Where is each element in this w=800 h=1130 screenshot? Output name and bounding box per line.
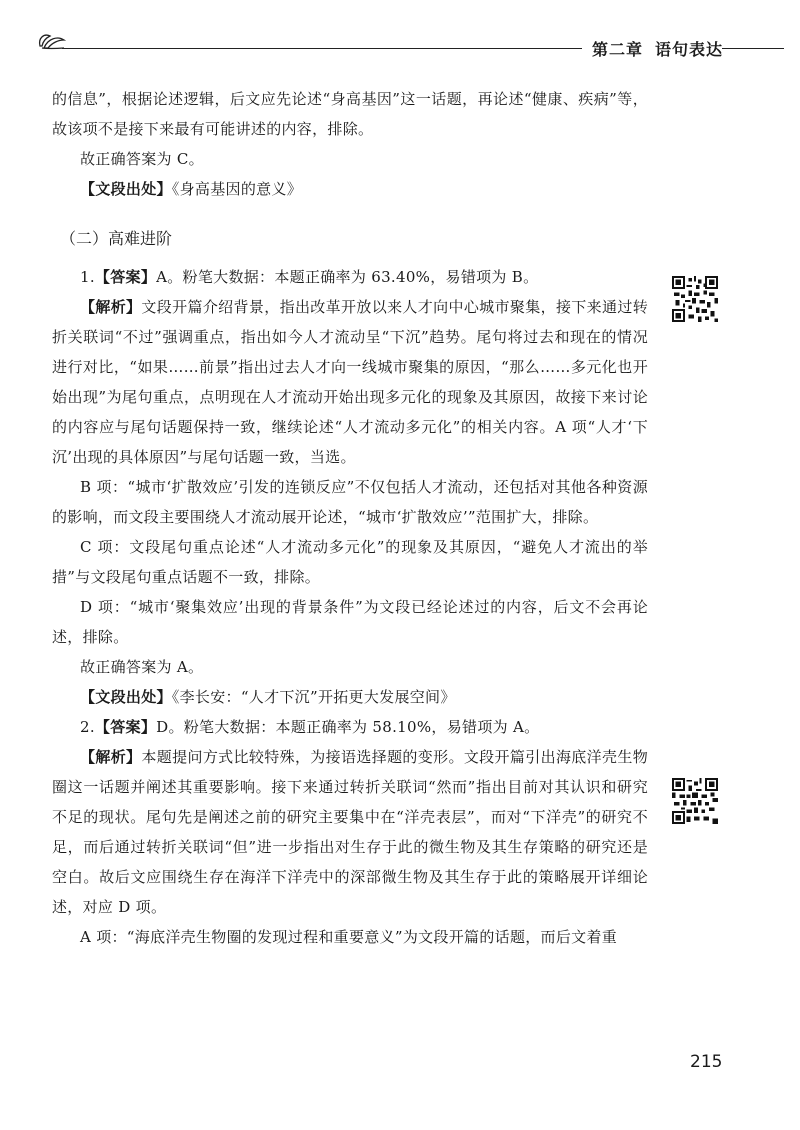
source-label: 【文段出处】 [80,180,172,198]
header-rule-left [62,48,582,49]
chapter-number: 第二章 [592,40,644,59]
q1-final-answer: 故正确答案为 A。 [80,658,204,676]
q1-analysis-label: 【解析】 [80,298,142,316]
q1-source-text: 《李长安：“人才下沉”开拓更大发展空间》 [171,688,456,706]
q2-option-a: A 项：“海底洋壳生物圈的发现过程和重要意义”为文段开篇的话题，而后文着重 [80,928,618,946]
q1-source [52,682,648,712]
q2-answer-text: D。粉笔大数据：本题正确率为 58.10%，易错项为 A。 [156,718,540,736]
q2-analysis-text: 本题提问方式比较特殊，为接语选择题的变形。文段开篇引出海底洋壳生物圈这一话题并阐述其重要影响。接下来通过转折关联词“然而”指出目前对其认识和研究不足的现状。尾句先是阐述之前的研究主要集中在“洋壳表层”，而对“下洋壳”的研究不足，而后通过转折关联词“但”进一步指出对生存于此的微生物及其生存策略的研究还是空白。故后文应围绕生存在海洋下洋壳中的深部微生物及其生存于此的策略展开详细论述，对应 D 项。 [52,748,649,916]
q1-analysis [52,292,648,472]
page-number: 215 [690,1052,723,1072]
source-line-prev [52,174,648,204]
answer-line-prev: 故正确答案为 C。 [80,150,204,168]
q1-answer [52,262,648,292]
q1-analysis-text: 文段开篇介绍背景，指出改革开放以来人才向中心城市聚集，接下来通过转折关联词“不过”强调重点，指出如今人才流动呈“下沉”趋势。尾句将过去和现在的情况进行对比，“如果……前景”指出过去人才向一线城市聚集的原因，“那么……多元化也开始出现”为尾句重点，点明现在人才流动开始出现多元化的现象及其原因，故接下来讨论的内容应与尾句话题保持一致，继续论述“人才流动多元化”的相关内容。A 项“人才‘下沉’出现的具体原因”与尾句话题一致，当选。 [52,298,649,466]
section-title: （二）高难进阶 [60,229,173,248]
header-rule-right [722,48,784,49]
qr-code-icon[interactable] [672,778,718,824]
source-text: 《身高基因的意义》 [171,180,303,198]
q2-number: 2. [80,718,95,736]
chapter-heading [592,37,723,60]
page-header [0,0,800,70]
q2-analysis-label: 【解析】 [80,748,142,766]
q1-source-label: 【文段出处】 [80,688,172,706]
q1-option-d: D 项：“城市‘聚集效应’出现的背景条件”为文段已经论述过的内容，后文不会再论述，排除。 [52,598,648,646]
q1-number: 1. [80,268,95,286]
q2-analysis [52,742,648,922]
q1-answer-label: 【答案】 [94,268,157,286]
chapter-title: 语句表达 [655,40,724,59]
q2-answer [52,712,648,742]
q1-option-c: C 项：文段尾句重点论述“人才流动多元化”的现象及其原因，“避免人才流出的举措”与文段尾句重点话题不一致，排除。 [52,538,648,586]
qr-code-icon[interactable] [672,276,718,322]
q2-answer-label: 【答案】 [94,718,157,736]
paragraph-continued: 的信息”，根据论述逻辑，后文应先论述“身高基因”这一话题，再论述“健康、疾病”等，故该项不是接下来最有可能讲述的内容，排除。 [52,90,648,138]
page-body [52,84,648,952]
q1-answer-text: A。粉笔大数据：本题正确率为 63.40%，易错项为 B。 [156,268,539,286]
q1-option-b: B 项：“城市‘扩散效应’引发的连锁反应”不仅包括人才流动，还包括对其他各种资源的影响，而文段主要围绕人才流动展开论述，“城市‘扩散效应’”范围扩大，排除。 [52,478,648,526]
